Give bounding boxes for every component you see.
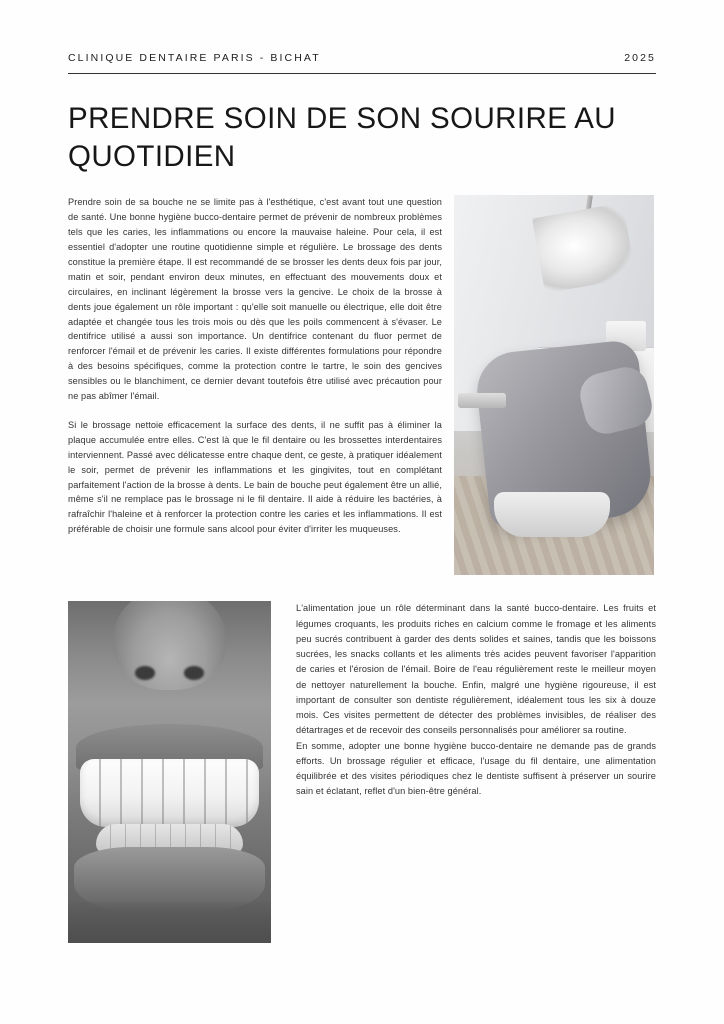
smile-nose	[113, 601, 227, 690]
clinic-chair-base	[494, 492, 610, 538]
page-title: PRENDRE SOIN DE SON SOURIRE AU QUOTIDIEN	[68, 102, 617, 173]
dental-clinic-image	[454, 195, 654, 575]
clinic-image-wrapper	[454, 195, 656, 575]
publication-title: CLINIQUE DENTAIRE PARIS - BICHAT	[68, 52, 321, 64]
bottom-section	[68, 601, 656, 943]
paragraph-3: L'alimentation joue un rôle déterminant dans la santé bucco-dentaire. Les fruits et légumes croquants, les produits riches en calcium comme le fromage et les aliments peu sucrés contribuent à garder des dents solides et saines, tandis que les boissons sucrées, les snacks collants et les aliments très acides peuvent favoriser l'apparition de caries et l'érosion de l'émail. Boire de l'eau régulièrement reste le meilleur moyen de nettoyer naturellement la bouche. Enfin, malgré une hygiène rigoureuse, il est important de consulter son dentiste régulièrement, idéalement tous les six à douze mois. Ces visites permettent de détecter des problèmes invisibles, de réaliser des détartrages et de recevoir des conseils personnalisés pour améliorer sa routine.	[296, 603, 656, 736]
publication-year: 2025	[624, 52, 656, 64]
clinic-instrument-tray	[458, 393, 506, 408]
top-text-column	[68, 195, 442, 537]
smile-nostril-right	[184, 666, 204, 680]
masthead	[68, 52, 656, 74]
smile-chin	[68, 902, 271, 943]
smile-nostril-left	[135, 666, 155, 680]
paragraph-2: Si le brossage nettoie efficacement la surface des dents, il ne suffit pas à éliminer la plaque accumulée entre elles. C'est là que le fil dentaire ou les brossettes interdentaires interviennent. Passé avec délicatesse entre chaque dent, ce geste, à pratiquer idéalement le soir, permet de prévenir les inflammations et les gingivites, tout en complétant parfaitement l'action de la brosse à dents. Le bain de bouche peut également être un allié, même s'il ne remplace pas le brossage ni le fil dentaire. Il aide à réduire les bactéries, à rafraîchir l'haleine et à renforcer la protection contre les caries et les inflammations. Il est préférable de choisir une formule sans alcool pour éviter d'irriter les muqueuses.	[68, 419, 442, 535]
bottom-text-column	[296, 601, 656, 799]
paragraph-4: En somme, adopter une bonne hygiène bucco-dentaire ne demande pas de grands efforts. Un brossage régulier et efficace, l'usage du fil dentaire, une alimentation équilibrée et des visites périodiques chez le dentiste suffisent à préserver un sourire sain et éclatant, reflet d'un bien-être général.	[296, 740, 656, 797]
smile-image	[68, 601, 271, 943]
smile-upper-teeth	[80, 759, 259, 827]
top-section	[68, 195, 656, 575]
paragraph-1: Prendre soin de sa bouche ne se limite pas à l'esthétique, c'est avant tout une question de santé. Une bonne hygiène bucco-dentaire permet de prévenir de nombreux problèmes tels que les caries, les inflammations ou encore la mauvaise haleine. Pour cela, il est essentiel d'adopter une routine quotidienne simple et régulière. Le brossage des dents constitue la première étape. Il est recommandé de se brosser les dents deux fois par jour, matin et soir, pendant environ deux minutes, en effectuant des mouvements doux et circulaires, en inclinant légèrement la brosse vers la gencive. Le choix de la brosse à dents joue également un rôle important : qu'elle soit manuelle ou électrique, elle doit être adaptée et changée tous les trois mois ou dès que les poils commencent à s'évaser. Le dentifrice utilisé a aussi son importance. Un dentifrice contenant du fluor permet de renforcer l'émail et de prévenir les caries. Il existe différentes formulations pour répondre à des besoins spécifiques, comme la protection contre le tartre, le soin des gencives sensibles ou le blanchiment, ce dernier devant toutefois être utilisé avec précaution pour ne pas abîmer l'émail.	[68, 197, 442, 402]
